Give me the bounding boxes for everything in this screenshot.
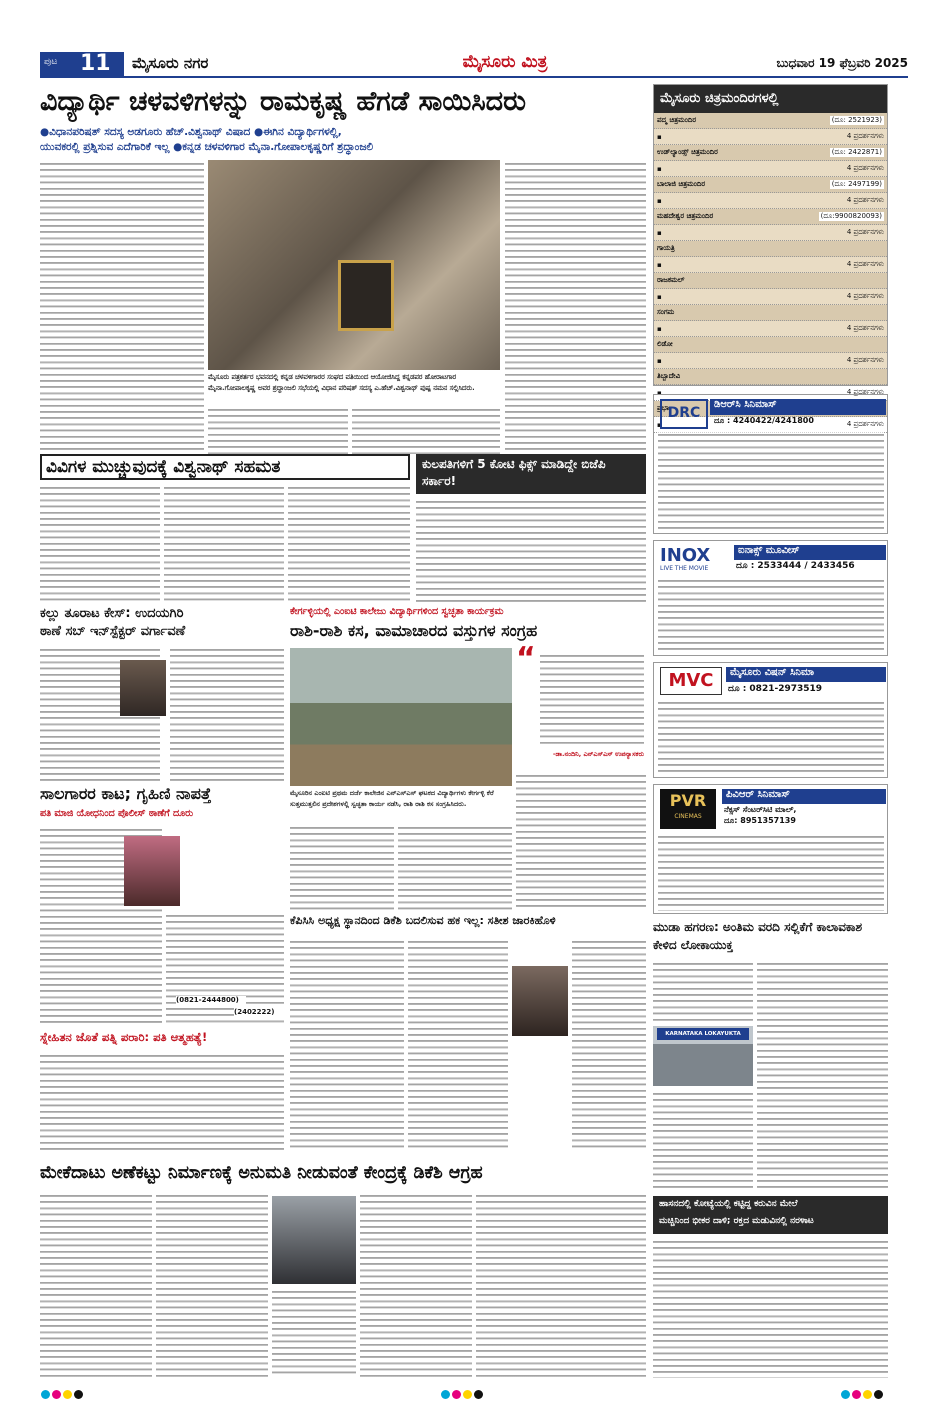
lead-headline: ವಿದ್ಯಾರ್ಥಿ ಚಳವಳಿಗಳನ್ನು ರಾಮಕೃಷ್ಣ ಹೆಗಡೆ ಸಾಯಿಸಿದರು: [40, 86, 526, 117]
story9-column-4: [360, 1192, 472, 1378]
mvc-block: [653, 662, 888, 778]
show-row: ▪ 4 ಪ್ರದರ್ಶನಗಳು: [654, 385, 887, 401]
story8-headline: ಮುಡಾ ಹಗರಣ: ಅಂತಿಮ ವರದಿ ಸಲ್ಲಿಕೆಗೆ ಕಾಲಾವಕಾಶ ಕೇಳಿದ ಲೋಕಾಯುಕ್ತ: [653, 920, 863, 952]
story4-column-2: [398, 824, 512, 910]
cinema-title: ಮೈಸೂರು ಚಿತ್ರಮಂದಿರಗಳಲ್ಲಿ: [654, 85, 887, 113]
inox-block: [653, 540, 888, 656]
inox-name: ಐನಾಕ್ಸ್ ಮೂವೀಸ್: [734, 545, 886, 560]
drc-name: ಡಿಆರ್‌ಸಿ ಸಿನಿಮಾಸ್: [710, 399, 886, 415]
inox-tagline: LIVE THE MOVIE: [660, 565, 709, 572]
story7-headline: ಕೆಪಿಸಿಸಿ ಅಧ್ಯಕ್ಷ ಸ್ಥಾನದಿಂದ ಡಿಕೆಶಿ ಬದಲಿಸುವ ಹಕ ಇಲ್ಲ: ಸತೀಶ ಜಾರಕಿಹೊಳಿ: [290, 914, 556, 927]
pvr-name: ಪಿವಿಆರ್ ಸಿನಿಮಾಸ್: [722, 789, 886, 804]
story9-column-1: [40, 1192, 152, 1378]
story8-column-1: [653, 960, 753, 1024]
theatre-row: ಉಡ್‌ಲ್ಯಾಂಡ್ಸ್ ಚಿತ್ರಮಂದಿರ (ದೂ: 2422871): [654, 145, 887, 161]
quote-attribution: -ಡಾ.ನಂದಿನಿ, ಎನ್‌ಎಸ್‌ಎಸ್ ಉಪನ್ಯಾಸಕರು: [552, 750, 644, 758]
show-row: ▪ 4 ಪ್ರದರ್ಶನಗಳು: [654, 353, 887, 369]
story8-column-3: [653, 1090, 753, 1192]
story10-banner: [653, 1196, 888, 1234]
lead-bullets-2: ಯುವಕರಲ್ಲಿ ಪ್ರಶ್ನಿಸುವ ಎದೆಗಾರಿಕೆ ಇಲ್ಲ ●ಕನ್ನಡ ಚಳವಳಿಗಾರ ಮೈನಾ.ಗೋಪಾಲಕೃಷ್ಣರಿಗೆ ಶ್ರದ್ಧಾಂಜಲಿ: [40, 141, 374, 153]
show-row: ▪ 4 ಪ್ರದರ್ಶನಗಳು: [654, 417, 887, 433]
story4-column-1: [290, 824, 394, 910]
photo-portrait: [338, 260, 394, 331]
story4-quote: [516, 641, 646, 770]
story3-photo: [120, 660, 166, 716]
story4-kicker: ಕೇರ್ಗಳ್ಳಿಯಲ್ಲಿ ಎಂಐಟಿ ಕಾಲೇಜು ವಿದ್ಯಾರ್ಥಿಗಳಿಂದ ಸ್ವಚ್ಛತಾ ಕಾರ್ಯಕ್ರಮ: [290, 606, 504, 617]
lead-column-4: [505, 160, 646, 454]
registration-marks-left: [40, 1384, 120, 1396]
masthead-date: ಬುಧವಾರ 19 ಫೆಬ್ರವರಿ 2025: [776, 56, 908, 70]
show-row: ▪ 4 ಪ್ರದರ್ಶನಗಳು: [654, 161, 887, 177]
story5-headline: ಸಾಲಗಾರರ ಕಾಟ; ಗೃಹಿಣಿ ನಾಪತ್ತೆ: [40, 784, 212, 803]
story9-column-2: [156, 1192, 268, 1378]
story8-photo: [653, 1026, 753, 1086]
story10-headline-2: ಮಚ್ಚಿನಿಂದ ಭೀಕರ ದಾಳಿ; ರಕ್ತದ ಮಡುವಿನಲ್ಲಿ ನರಳಾಟ: [659, 1216, 814, 1226]
lead-bullets-1: ●ವಿಧಾನಪರಿಷತ್ ಸದಸ್ಯ ಅಡಗೂರು ಹೆಚ್.ವಿಶ್ವನಾಥ್ ವಿಷಾದ ●ಈಗಿನ ವಿದ್ಯಾರ್ಥಿಗಳಲ್ಲಿ,: [40, 126, 342, 138]
story2-column-2: [164, 484, 284, 602]
story4-photo-caption: ಮೈಸೂರಿನ ಎಂಐಟಿ ಪ್ರಥಮ ದರ್ಜೆ ಕಾಲೇಜಿನ ಎನ್‌ಎಸ್‌ಎಸ್ ಘಟಕದ ವಿದ್ಯಾರ್ಥಿಗಳು ಕೇರ್ಗಳ್ಳಿ ಕೆರೆ ಸುತ್ತಮುತ್ತಲಿನ ಪ್ರದೇಶಗಳಲ್ಲಿ ಸ್ವಚ್ಛತಾ ಕಾರ್ಯ ನಡೆಸಿ, ರಾಶಿ ರಾಶಿ ಕಸ ಸಂಗ್ರಹಿಸಿದರು.: [290, 789, 494, 808]
story2-column-3: [288, 484, 410, 602]
story5-kicker: ಪತಿ ಮಾಜಿ ಯೋಧನಿಂದ ಪೊಲೀಸ್ ಠಾಣೆಗೆ ದೂರು: [40, 808, 194, 819]
story2-headline: ವಿವಿಗಳ ಮುಚ್ಚುವುದಕ್ಕೆ ವಿಶ್ವನಾಥ್ ಸಹಮತ: [40, 454, 410, 480]
theatre-row: ಬಾಲಾಜಿ ಚಿತ್ರಮಂದಿರ (ದೂ: 2497199): [654, 177, 887, 193]
show-row: ▪ 4 ಪ್ರದರ್ಶನಗಳು: [654, 321, 887, 337]
mvc-phone: ದೂ : 0821-2973519: [728, 684, 823, 694]
show-row: ▪ 4 ಪ್ರದರ್ಶನಗಳು: [654, 257, 887, 273]
show-row: ▪ 4 ಪ್ರದರ್ಶನಗಳು: [654, 225, 887, 241]
page-label: ಪುಟ: [44, 57, 58, 67]
drc-logo: DRC: [660, 399, 708, 429]
page-number-badge: [40, 52, 124, 76]
inox-logo: INOX: [660, 545, 711, 566]
story7-column-2: [408, 938, 508, 1152]
show-row: ▪ 4 ಪ್ರದರ್ಶನಗಳು: [654, 193, 887, 209]
story9-column-3: [272, 1288, 356, 1378]
show-row: ▪ 4 ಪ್ರದರ್ಶನಗಳು: [654, 129, 887, 145]
mvc-name: ಮೈಸೂರು ವಿಷನ್ ಸಿನಿಮಾ: [726, 667, 886, 682]
story4-headline: ರಾಶಿ-ರಾಶಿ ಕಸ, ವಾಮಾಚಾರದ ವಸ್ತುಗಳ ಸಂಗ್ರಹ: [290, 621, 538, 640]
lokayukta-sign: KARNATAKA LOKAYUKTA: [657, 1028, 749, 1040]
story8-column-2: [757, 960, 888, 1192]
story2-column-1: [40, 484, 160, 602]
story5-photo: [124, 836, 180, 906]
pvr-address: ನೆಕ್ಸಸ್ ಸೆಂಟರ್‌ಸಿಟಿ ಮಾಲ್,: [724, 805, 797, 814]
theatre-row: ಪದ್ಮ ಚಿತ್ರಮಂದಿರ (ದೂ: 2521923): [654, 113, 887, 129]
story3-headline-2: ಠಾಣೆ ಸಬ್ ಇನ್‌ಸ್ಪೆಕ್ಟರ್ ವರ್ಗಾವಣೆ: [40, 624, 186, 639]
theatre-row: ಗಾಯತ್ರಿ: [654, 241, 887, 257]
lead-column-2: [208, 406, 348, 454]
story3-column-2: [170, 646, 284, 782]
theatre-row: ತಿಬ್ಬಾದೇವಿ: [654, 369, 887, 385]
story5-phone-2: (2402222): [234, 1008, 284, 1016]
theatre-row: ರಾಜಕಮಲ್: [654, 273, 887, 289]
theatre-row: ಮಹದೇಶ್ವರ ಚಿತ್ರಮಂದಿರ (ದೂ:9900820093): [654, 209, 887, 225]
drc-block: [653, 394, 888, 534]
pvr-logo: PVR CINEMAS: [660, 789, 716, 829]
story9-column-5: [476, 1192, 646, 1378]
story5-phone-1: (0821-2444800): [176, 996, 246, 1004]
masthead: [40, 52, 908, 78]
lead-column-3: [352, 406, 500, 454]
theatre-row: ಲಿಡೋ: [654, 337, 887, 353]
story6-text: [40, 1052, 284, 1150]
story2-side-headline: ಕುಲಪತಿಗಳಿಗೆ 5 ಕೋಟಿ ಫಿಕ್ಸ್ ಮಾಡಿದ್ದೇ ಬಿಜೆಪಿ ಸರ್ಕಾರ!: [416, 454, 646, 494]
lead-photo: [208, 160, 500, 370]
show-row: ▪ 4 ಪ್ರದರ್ಶನಗಳು: [654, 289, 887, 305]
lead-column-1: [40, 160, 204, 452]
paper-name: ಮೈಸೂರು ಮಿತ್ರ: [462, 52, 548, 72]
lead-photo-caption: ಮೈಸೂರು ಪತ್ರಕರ್ತರ ಭವನದಲ್ಲಿ ಕನ್ನಡ ಚಳವಳಿಗಾರರ ಸಂಘದ ವತಿಯಿಂದ ಆಯೋಜಿಸಿದ್ದ ಕನ್ನಡಪರ ಹೋರಾಟಗಾರ ಮೈನಾ.ಗೋಪಾಲಕೃಷ್ಣ ಅವರ ಶ್ರದ್ಧಾಂಜಲಿ ಸಭೆಯಲ್ಲಿ ವಿಧಾನ ಪರಿಷತ್ ಸದಸ್ಯ ಎ.ಹೆಚ್.ವಿಶ್ವನಾಥ್ ಪುಷ್ಪ ನಮನ ಸಲ್ಲಿಸಿದರು.: [208, 373, 475, 392]
story9-headline: ಮೇಕೆದಾಟು ಅಣೆಕಟ್ಟು ನಿರ್ಮಾಣಕ್ಕೆ ಅನುಮತಿ ನೀಡುವಂತೆ ಕೇಂದ್ರಕ್ಕೆ ಡಿಕೆಶಿ ಆಗ್ರಹ: [40, 1163, 483, 1183]
story9-photo: [272, 1196, 356, 1284]
drc-phone: ದೂ : 4240422/4241800: [714, 416, 814, 425]
story7-column-1: [290, 938, 404, 1152]
story10-text: [653, 1238, 888, 1378]
story4-photo: [290, 648, 512, 786]
registration-marks-center: [440, 1384, 520, 1396]
pvr-block: [653, 784, 888, 914]
story2-column-4: [416, 498, 646, 602]
theatre-row: ಸಂಗಮ: [654, 305, 887, 321]
registration-marks-right: [840, 1384, 900, 1396]
quote-icon: “: [516, 641, 536, 676]
story10-headline-1: ಹಾಸನದಲ್ಲಿ ಕೋಟ್ಯೆಯಲ್ಲಿ ಕಟ್ಟಿದ್ದ ಕರುವಿನ ಮೇಲೆ: [659, 1199, 798, 1209]
story4-column-3: [516, 772, 646, 910]
story3-headline-1: ಕಲ್ಲು ತೂರಾಟ ಕೇಸ್: ಉದಯಗಿರಿ: [40, 606, 184, 621]
inox-phone: ದೂ : 2533444 / 2433456: [736, 561, 855, 571]
theatre-row: ಪ್ರಭಾ: [654, 401, 887, 417]
section-name: ಮೈಸೂರು ನಗರ: [132, 54, 209, 72]
mvc-logo: MVC: [660, 667, 722, 695]
page-number: 11: [80, 51, 111, 76]
pvr-phone: ದೂ: 8951357139: [724, 816, 796, 825]
story7-photo: [512, 966, 568, 1036]
story7-column-3: [572, 938, 646, 1152]
story6-headline: ಸ್ನೇಹಿತನ ಜೊತೆ ಪತ್ನಿ ಪರಾರಿ: ಪತಿ ಆತ್ಮಹತ್ಯೆ!: [40, 1030, 208, 1044]
